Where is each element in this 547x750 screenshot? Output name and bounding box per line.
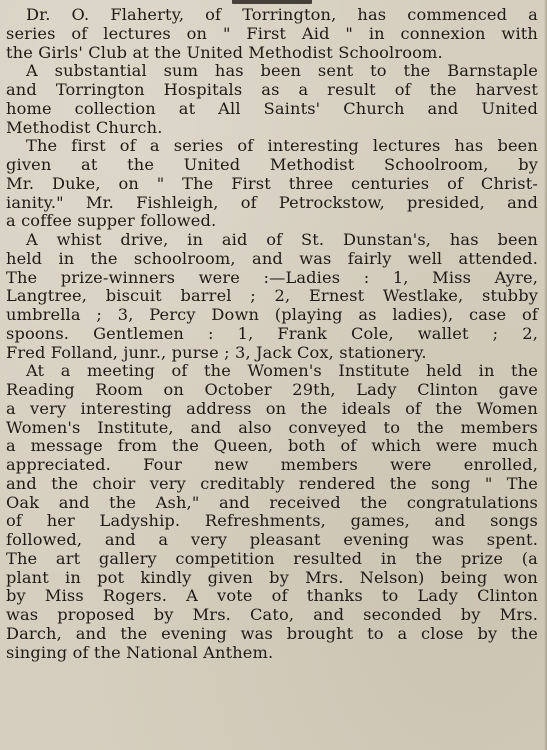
article-paragraph [6,6,538,62]
article-line: ianity." Mr. Fishleigh, of Petrockstow, presided, and [6,192,538,212]
article-line: Reading Room on October 29th, Lady Clinton gave [6,380,538,399]
article-line: held in the schoolroom, and was fairly well attended. [6,248,538,268]
article-line: Methodist Church. [6,117,163,137]
article-line: was proposed by Mrs. Cato, and seconded by Mrs. [6,605,538,624]
article-line: home collection at All Saints' Church and United [6,98,538,118]
article-line: The prize-winners were :—Ladies : 1, Miss Ayre, [6,267,538,287]
article-line: umbrella ; 3, Percy Down (playing as ladies), case of [6,305,538,324]
article-line: Mr. Duke, on " The First three centuries of Christ- [6,173,538,193]
article-line: The art gallery competition resulted in the prize (a [6,548,538,568]
article-line: The first of a series of interesting lectures has been [26,136,538,156]
article-line: followed, and a very pleasant evening was spent. [6,530,538,549]
article-line: appreciated. Four new members were enrolled, [6,455,538,474]
article-line: Langtree, biscuit barrel ; 2, Ernest Westlake, stubby [6,286,538,306]
article-line: a coffee supper followed. [6,211,217,231]
article-line: singing of the National Anthem. [6,642,274,662]
article-paragraph [6,362,538,662]
article-line: Fred Folland, junr., purse ; 3, Jack Cox, stationery. [6,342,427,362]
article-line: given at the United Methodist Schoolroom, by [6,155,538,174]
article-paragraph [6,231,538,362]
article-line: the Girls' Club at the United Methodist Schoolroom. [6,42,443,62]
article-line: a very interesting address on the ideals of the Women [6,398,538,418]
article-line: and Torrington Hospitals as a result of the harvest [6,80,538,99]
article-line: A whist drive, in aid of St. Dunstan's, has been [26,230,538,249]
article-paragraph [6,137,538,231]
article-paragraph [6,62,538,137]
article-body [6,6,538,662]
article-line: and the choir very creditably rendered the song " The [6,473,538,493]
article-line: At a meeting of the Women's Institute held in the [26,361,538,381]
article-line: Women's Institute, and also conveyed to the members [6,417,538,437]
article-line: plant in pot kindly given by Mrs. Nelson) being won [6,567,538,587]
article-line: by Miss Rogers. A vote of thanks to Lady Clinton [6,586,538,606]
cut-headline-ink [232,0,312,4]
article-line: Dr. O. Flaherty, of Torrington, has commenced a [26,5,538,24]
article-line: of her Ladyship. Refreshments, games, and songs [6,511,538,531]
article-line: A substantial sum has been sent to the Barnstaple [26,61,538,81]
article-line: spoons. Gentlemen : 1, Frank Cole, wallet ; 2, [6,323,538,343]
article-line: Oak and the Ash," and received the congratulations [6,492,538,512]
article-line: series of lectures on " First Aid " in connexion with [6,23,538,43]
article-line: a message from the Queen, both of which were much [6,436,538,456]
article-line: Darch, and the evening was brought to a close by the [6,623,538,643]
